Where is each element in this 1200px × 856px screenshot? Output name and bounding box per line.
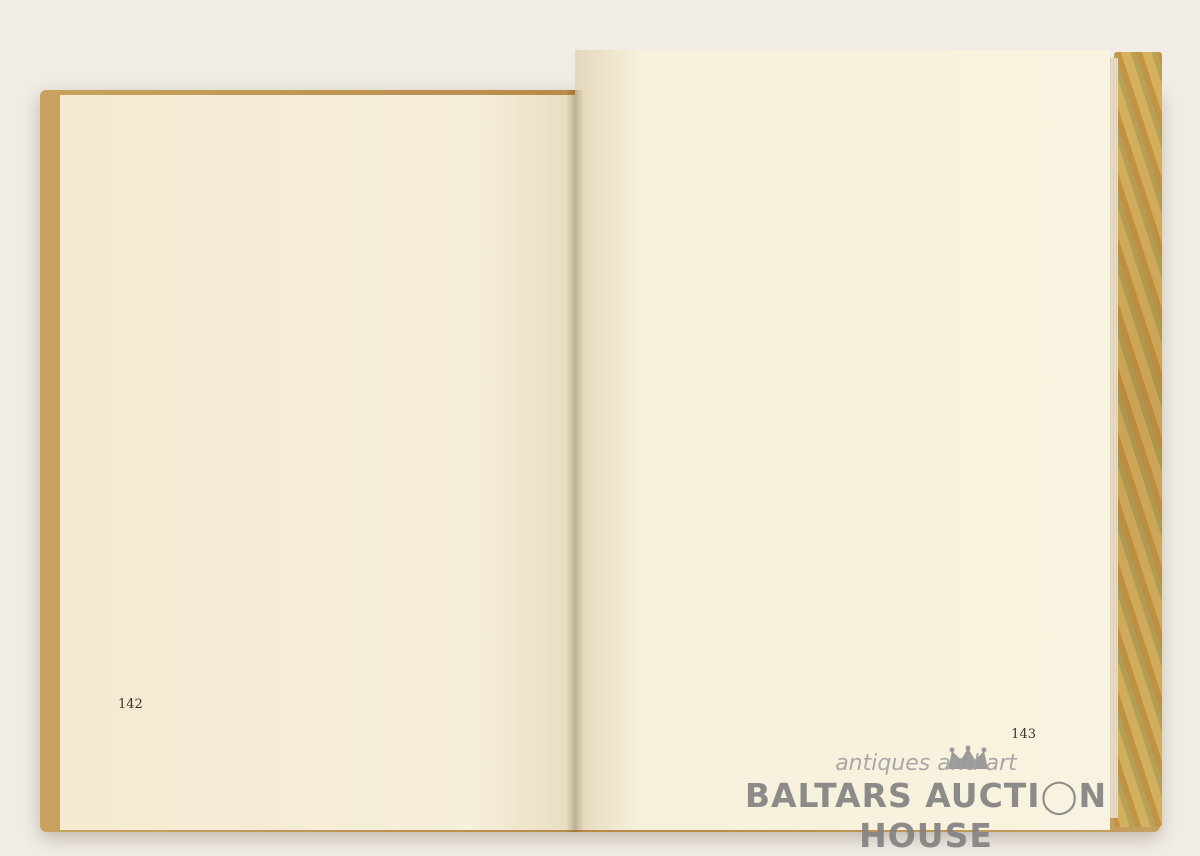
watermark-name: BALTARS AUCTI◯N HOUSE: [744, 776, 1108, 855]
marbled-edge: [1114, 52, 1162, 827]
right-page-number: 143: [1011, 727, 1036, 742]
book-gutter: [566, 90, 584, 832]
left-page-number: 142: [118, 697, 143, 712]
watermark-tagline: antiques and art: [835, 751, 1017, 776]
right-page: [575, 50, 1110, 830]
left-page: [60, 95, 575, 830]
watermark: [676, 751, 1176, 855]
